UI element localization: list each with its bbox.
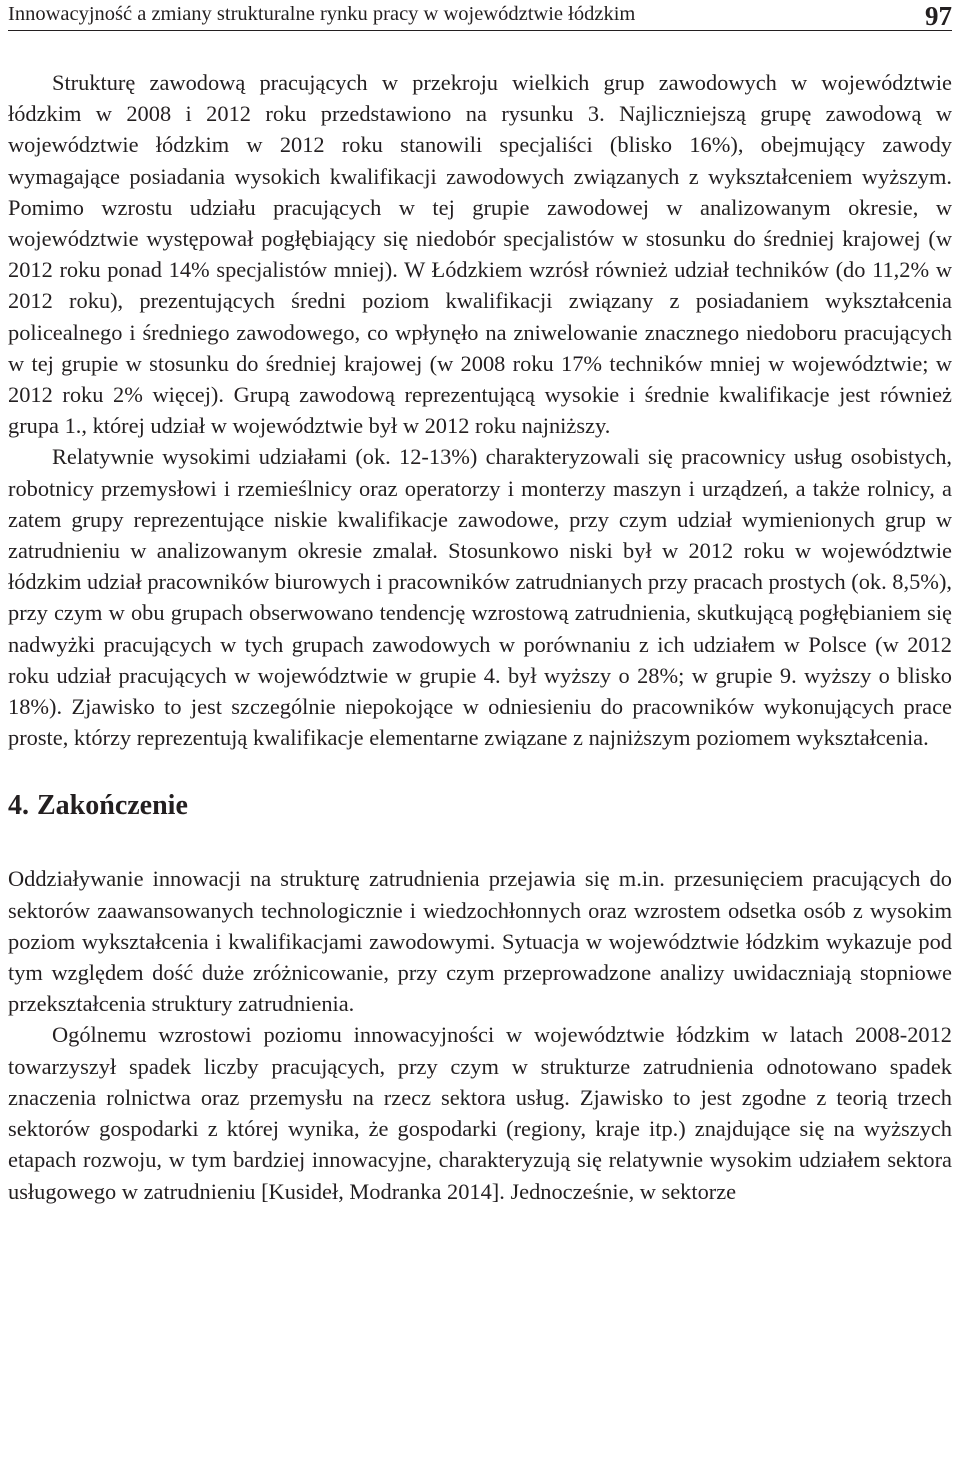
page-number: 97: [925, 1, 952, 31]
document-page: [8, 0, 952, 1479]
paragraph-conclusion-1: Oddziaływanie innowacji na strukturę zatrudnienia przejawia się m.in. przesunięciem pracujących do sektorów zaawansowanych technologicznie i wiedzochłonnych oraz wzrostem odsetka osób z wysokim poziom wykształcenia i kwalifikacjami zawodowymi. Sytuacja w województwie łódzkim wykazuje pod tym względem dość duże zróżnicowanie, przy czym przeprowadzone analizy uwidaczniają stopniowe przekształcenia struktury zatrudnienia.: [8, 866, 952, 1017]
paragraph-conclusion-2: Ogólnemu wzrostowi poziomu innowacyjności w województwie łódzkim w latach 2008-2012 towarzyszył spadek liczby pracujących, przy czym w strukturze zatrudnienia odnotowano spadek znaczenia rolnictwa oraz przemysłu na rzecz sektora usług. Zjawisko to jest zgodne z teorią trzech sektorów gospodarki z której wynika, że gospodarki (regiony, kraje itp.) znajdujące się na wyższych etapach rozwoju, w tym bardziej innowacyjne, charakteryzują się relatywnie wysokim udziałem sektora usługowego w zatrudnieniu [Kusideł, Modranka 2014]. Jednocześnie, w sektorze: [8, 1022, 952, 1204]
running-title: Innowacyjność a zmiany strukturalne rynku pracy w województwie łódzkim: [8, 3, 636, 25]
section-number: 4.: [8, 790, 29, 822]
paragraph-occupational-structure: Strukturę zawodową pracujących w przekroju wielkich grup zawodowych w województwie łódzkim w 2008 i 2012 roku przedstawiono na rysunku 3. Najliczniejszą grupę zawodową w województwie łódzkim w 2012 roku stanowili specjaliści (blisko 16%), obejmujący zawody wymagające posiadania wysokich kwalifikacji zawodowych związanych z wykształceniem wyższym. Pomimo wzrostu udziału pracujących w tej grupie zawodowej w analizowanym okresie, w województwie występował pogłębiający się niedobór specjalistów w stosunku do średniej krajowej (w 2012 roku ponad 14% specjalistów mniej). W Łódzkiem wzrósł również udział techników (do 11,2% w 2012 roku), prezentujących średni poziom kwalifikacji związany z posiadaniem wykształcenia policealnego i średniego zawodowego, co wpłynęło na zniwelowanie znacznego niedoboru pracujących w tej grupie w stosunku do średniej krajowej (w 2008 roku 17% techników mniej w województwie; w 2012 roku 2% więcej). Grupą zawodową reprezentującą wysokie i średnie kwalifikacje jest również grupa 1., której udział w województwie był w 2012 roku najniższy.: [8, 70, 952, 439]
section-heading: [8, 789, 952, 823]
body-text: [8, 67, 952, 1207]
section-title: Zakończenie: [37, 790, 188, 822]
paragraph-low-qualification-groups: Relatywnie wysokimi udziałami (ok. 12-13%) charakteryzowali się pracownicy usług osobistych, robotnicy przemysłowi i rzemieślnicy oraz operatorzy i monterzy maszyn i urządzeń, a także rolnicy, a zatem grupy reprezentujące niskie kwalifikacje zawodowe, przy czym udział wymienionych grup w zatrudnieniu w analizowanym okresie zmalał. Stosunkowo niski był w 2012 roku w województwie łódzkim udział pracowników biurowych i pracowników zatrudnianych przy pracach prostych (ok. 8,5%), przy czym w obu grupach obserwowano tendencję wzrostową zatrudnienia, skutkującą pogłębianiem się nadwyżki pracujących w tych grupach zawodowych w porównaniu z ich udziałem w Polsce (w 2012 roku udział pracujących w województwie w grupie 4. był wyższy o 28%; w grupie 9. wyższy o blisko 18%). Zjawisko to jest szczególnie niepokojące w odniesieniu do pracowników wykonujących prace proste, którzy reprezentują kwalifikacje elementarne związane z najniższym poziomem wykształcenia.: [8, 444, 952, 751]
running-header: [8, 0, 952, 31]
